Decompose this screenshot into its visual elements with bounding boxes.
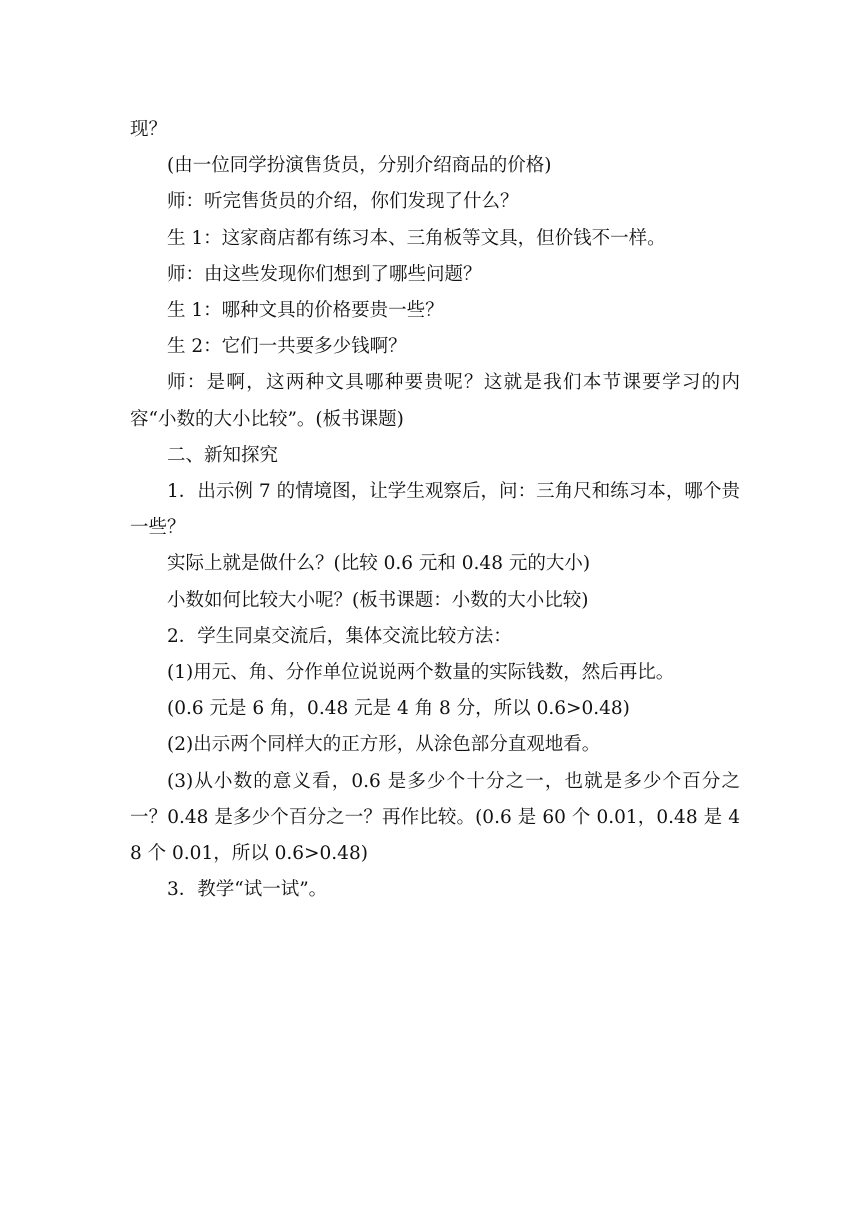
document-body — [130, 112, 740, 908]
section-heading: 二、新知探究 — [167, 444, 279, 466]
paragraph-student-answer: 生 1：哪种文具的价格要贵一些？ — [167, 300, 444, 322]
paragraph-step-2: 2．学生同桌交流后，集体交流比较方法： — [167, 625, 512, 647]
paragraph-method-1-detail: (0.6 元是 6 角，0.48 元是 4 角 8 分，所以 0.6>0.48) — [167, 698, 630, 720]
paragraph-step-1: 1．出示例 7 的情境图，让学生观察后，问：三角尺和练习本，哪个贵一些？ — [130, 481, 740, 539]
paragraph-teacher-question: 师：由这些发现你们想到了哪些问题？ — [167, 263, 482, 285]
paragraph-question: 小数如何比较大小呢？(板书课题：小数的大小比较) — [167, 589, 589, 611]
paragraph-method-2: (2)出示两个同样大的正方形，从涂色部分直观地看。 — [167, 734, 601, 756]
paragraph-method-3: (3)从小数的意义看，0.6 是多少个十分之一，也就是多少个百分之一？0.48 是多少个百分之一？再作比较。(0.6 是 60 个 0.01，0.48 是 48 个 0.01，所以 0.6>0.48) — [130, 770, 740, 865]
paragraph-method-1: (1)用元、角、分作单位说说两个数量的实际钱数，然后再比。 — [167, 662, 675, 684]
paragraph-student-answer: 生 2：它们一共要多少钱啊？ — [167, 336, 407, 358]
paragraph-stage-note: (由一位同学扮演售货员，分别介绍商品的价格) — [167, 155, 552, 177]
paragraph-teacher-intro: 师：是啊，这两种文具哪种要贵呢？这就是我们本节课要学习的内容“小数的大小比较”。(板书课题) — [130, 372, 740, 430]
paragraph-step-3: 3．教学“试一试”。 — [167, 879, 328, 901]
paragraph-student-answer: 生 1：这家商店都有练习本、三角板等文具，但价钱不一样。 — [167, 227, 666, 249]
paragraph-continuation: 现？ — [130, 119, 168, 140]
paragraph-teacher-question: 师：听完售货员的介绍，你们发现了什么？ — [167, 191, 519, 213]
paragraph-question: 实际上就是做什么？(比较 0.6 元和 0.48 元的大小) — [167, 553, 591, 575]
